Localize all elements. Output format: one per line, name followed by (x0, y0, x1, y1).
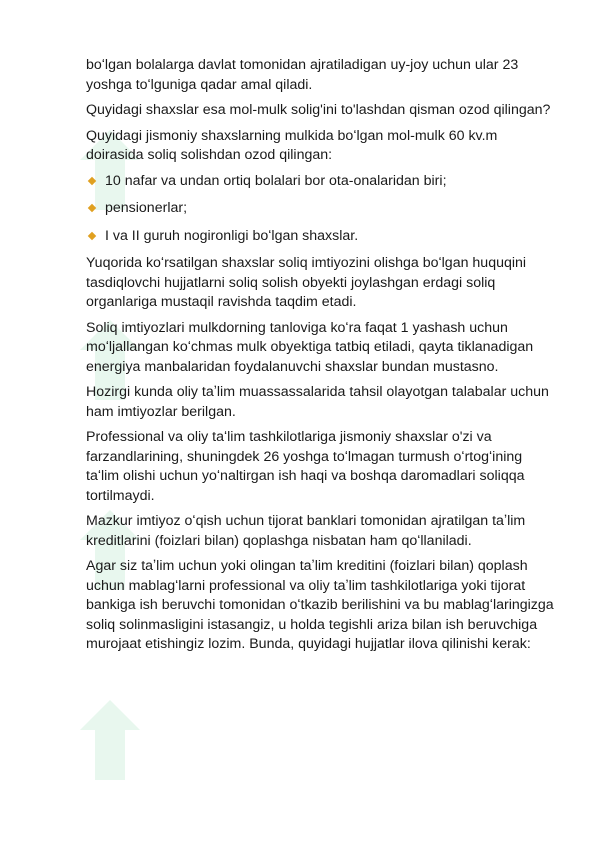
bullet-list (86, 172, 556, 247)
list-item (86, 172, 556, 192)
paragraph: Professional va oliy taʻlim tashkilotlariga jismoniy shaxslar o'zi va farzandlarining, shuningdek 26 yoshga toʻlmagan turmush oʻrtogʻining taʻlim olishi uchun yoʻnaltirgan ish haqi va boshqa daromadlari soliqqa tortilmaydi. (86, 429, 525, 504)
list-item-text: pensionerlar; (105, 200, 188, 216)
diamond-bullet-icon (88, 176, 96, 184)
paragraph: Yuqorida koʻrsatilgan shaxslar soliq imtiyozini olishga boʻlgan huquqini tasdiqlovchi hujjatlarni soliq solish obyekti joylashgan erdagi soliq organlariga mustaqil ravishda taqdim etadi. (86, 255, 527, 310)
list-item-text: 10 nafar va undan ortiq bolalari bor ota-onalaridan biri; (105, 172, 447, 189)
paragraph: Soliq imtiyozlari mulkdorning tanloviga koʻra faqat 1 yashash uchun moʻljallangan koʻchmas mulk obyektiga tatbiq etiladi, qayta tiklanadigan energiya manbalaridan foydalanuvchi shaxslar bundan mustasno. (86, 319, 534, 375)
document-body (86, 56, 556, 661)
list-item (86, 199, 556, 219)
paragraph: Quyidagi jismoniy shaxslarning mulkida boʻlgan mol-mulk 60 kv.m doirasida soliq solishdan ozod qilingan: (86, 127, 498, 163)
diamond-bullet-icon (88, 204, 96, 212)
list-item-text: I va II guruh nogironligi boʻlgan shaxslar. (105, 227, 359, 244)
paragraph: Mazkur imtiyoz oʻqish uchun tijorat banklari tomonidan ajratilgan taʼlim kreditlarini (foizlari bilan) qoplashga nisbatan ham qoʻllaniladi. (86, 513, 526, 549)
paragraph: boʻlgan bolalarga davlat tomonidan ajratiladigan uy-joy uchun ular 23 yoshga toʻlguniga qadar amal qiladi. (86, 57, 519, 93)
paragraph: Agar siz taʼlim uchun yoki olingan taʼlim kreditini (foizlari bilan) qoplash uchun mablagʻlarni professional va oliy taʼlim tashkilotlariga yoki tijorat bankiga ish beruvchi tomonidan oʻtkazib berilishini va bu mablagʻlaringizga soliq solinmasligini istasangiz, u holda tegishli ariza bilan ish beruvchiga murojaat etishingiz lozim. Bunda, quyidagi hujjatlar ilova qilinishi kerak: (86, 558, 554, 652)
paragraph: Hozirgi kunda oliy taʼlim muassassalarida tahsil olayotgan talabalar uchun ham imtiyozlar berilgan. (86, 384, 549, 420)
diamond-bullet-icon (88, 231, 96, 239)
paragraph: Quyidagi shaxslar esa mol-mulk solig'ini to'lashdan qisman ozod qilingan? (86, 102, 551, 118)
list-item (86, 227, 556, 247)
